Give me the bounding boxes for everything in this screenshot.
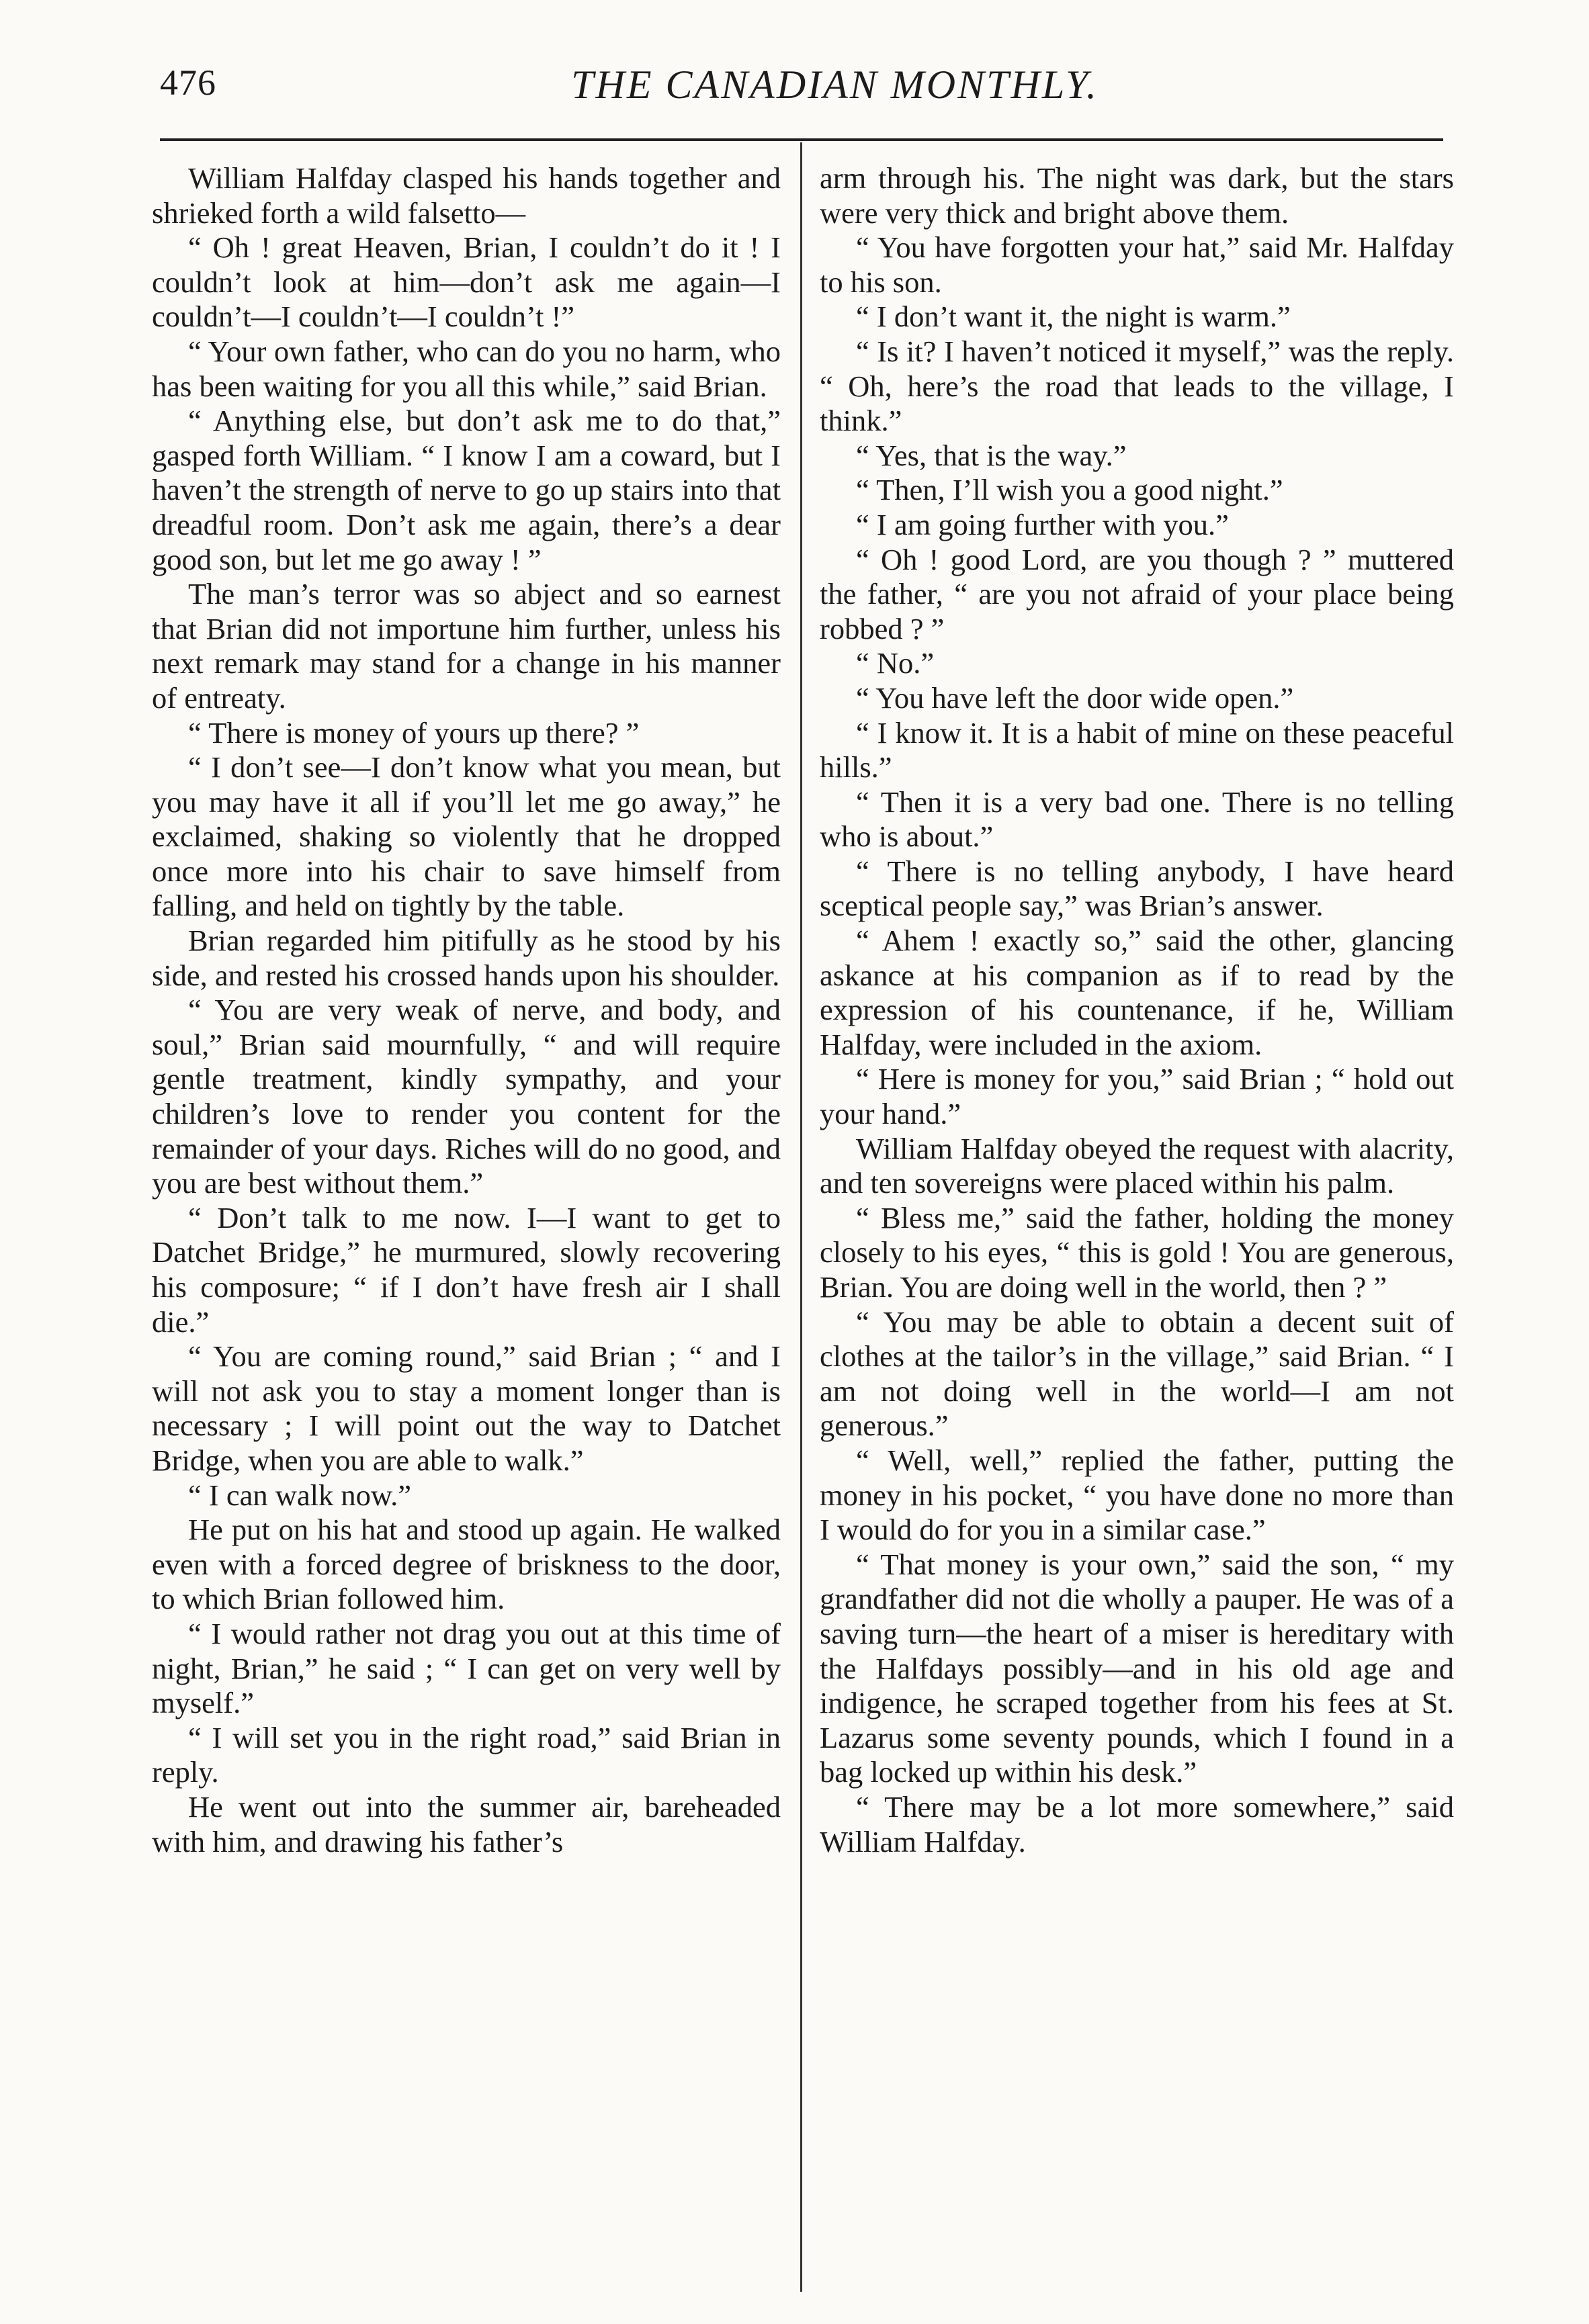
paragraph: “ There is no telling anybody, I have heard sceptical people say,” was Brian’s answer. — [820, 854, 1454, 923]
paragraph: “ You are coming round,” said Brian ; “ and I will not ask you to stay a moment longer than is necessary ; I will point out the way to Datchet Bridge, when you are able to walk.” — [152, 1339, 781, 1477]
running-title: THE CANADIAN MONTHLY. — [571, 62, 1099, 107]
paragraph: “ Is it? I haven’t noticed it myself,” was the reply. “ Oh, here’s the road that leads to the village, I think.” — [820, 334, 1454, 438]
paragraph: The man’s terror was so abject and so earnest that Brian did not importune him further, unless his next remark may stand for a change in his manner of entreaty. — [152, 577, 781, 715]
paragraph: “ I will set you in the right road,” said Brian in reply. — [152, 1720, 781, 1789]
paragraph: William Halfday clasped his hands together and shrieked forth a wild falsetto— — [152, 161, 781, 230]
paragraph: “ I am going further with you.” — [856, 507, 1229, 541]
paragraph: He went out into the summer air, bareheaded with him, and drawing his father’s — [152, 1789, 781, 1859]
page-number: 476 — [160, 62, 216, 103]
paragraph: “ There is money of yours up there? ” — [188, 715, 640, 750]
paragraph: “ That money is your own,” said the son, “ my grandfather did not die wholly a pauper. He was of a saving turn—the heart of a miser is hereditary with the Halfdays possibly—and in his old age and indigence, he scraped together from his fees at St. Lazarus some seventy pounds, which I found in a bag locked up within his desk.” — [820, 1547, 1454, 1789]
paragraph: “ Then, I’ll wish you a good night.” — [856, 473, 1283, 507]
paragraph: “ Then it is a very bad one. There is no telling who is about.” — [820, 785, 1454, 854]
paragraph: “ Well, well,” replied the father, putting the money in his pocket, “ you have done no more than I would do for you in a similar case.” — [820, 1443, 1454, 1547]
paragraph: William Halfday obeyed the request with alacrity, and ten sovereigns were placed within his palm. — [820, 1131, 1454, 1200]
continued-paragraph: arm through his. The night was dark, but the stars were very thick and bright above them. — [820, 161, 1454, 230]
paragraph: “ Oh ! good Lord, are you though ? ” muttered the father, “ are you not afraid of your place being robbed ? ” — [820, 542, 1454, 645]
paragraph: “ I can walk now.” — [188, 1478, 411, 1512]
right-column — [820, 161, 1454, 1859]
header-rule — [160, 138, 1443, 141]
paragraph: “ Ahem ! exactly so,” said the other, glancing askance at his companion as if to read by the expression of his countenance, if he, William Halfday, were included in the axiom. — [820, 924, 1454, 1061]
paragraph: “ Here is money for you,” said Brian ; “ hold out your hand.” — [820, 1062, 1454, 1131]
paragraph: “ Anything else, but don’t ask me to do that,” gasped forth William. “ I know I am a coward, but I haven’t the strength of nerve to go up stairs into that dreadful room. Don’t ask me again, there’s a dear good son, but let me go away ! ” — [152, 404, 781, 576]
paragraph: “ You may be able to obtain a decent suit of clothes at the tailor’s in the village,” said Brian. “ I am not doing well in the world—I am not generous.” — [820, 1304, 1454, 1443]
paragraph: “ I don’t see—I don’t know what you mean, but you may have it all if you’ll let me go away,” he exclaimed, shaking so violently that he dropped once more into his chair to save himself from falling, and held on tightly by the table. — [152, 750, 781, 923]
paragraph: “ Don’t talk to me now. I—I want to get to Datchet Bridge,” he murmured, slowly recovering his composure; “ if I don’t have fresh air I shall die.” — [152, 1200, 781, 1339]
paragraph: He put on his hat and stood up again. He walked even with a forced degree of briskness to the door, to which Brian followed him. — [152, 1513, 781, 1616]
paragraph: “ Yes, that is the way.” — [856, 438, 1127, 472]
paragraph: “ Your own father, who can do you no harm, who has been waiting for you all this while,” said Brian. — [152, 334, 781, 403]
paragraph: “ You are very weak of nerve, and body, and soul,” Brian said mournfully, “ and will require gentle treatment, kindly sympathy, and your children’s love to render you content for the remainder of your days. Riches will do no good, and you are best without them.” — [152, 993, 781, 1200]
paragraph: “ I know it. It is a habit of mine on these peaceful hills.” — [820, 715, 1454, 785]
paragraph: “ I don’t want it, the night is warm.” — [856, 300, 1291, 334]
left-column — [152, 161, 781, 1859]
paragraph: “ I would rather not drag you out at this time of night, Brian,” he said ; “ I can get on very well by myself.” — [152, 1616, 781, 1720]
paragraph: “ You have forgotten your hat,” said Mr. Halfday to his son. — [820, 230, 1454, 299]
paragraph: “ No.” — [856, 646, 935, 680]
paragraph: Brian regarded him pitifully as he stood by his side, and rested his crossed hands upon his shoulder. — [152, 924, 781, 992]
paragraph: “ Bless me,” said the father, holding the money closely to his eyes, “ this is gold ! You are generous, Brian. You are doing well in the world, then ? ” — [820, 1200, 1454, 1304]
column-divider — [800, 142, 802, 2292]
paragraph: “ Oh ! great Heaven, Brian, I couldn’t do it ! I couldn’t look at him—don’t ask me again—I couldn’t—I couldn’t—I couldn’t !” — [152, 230, 781, 334]
paragraph: “ You have left the door wide open.” — [856, 680, 1294, 715]
paragraph: “ There may be a lot more somewhere,” said William Halfday. — [820, 1789, 1454, 1859]
